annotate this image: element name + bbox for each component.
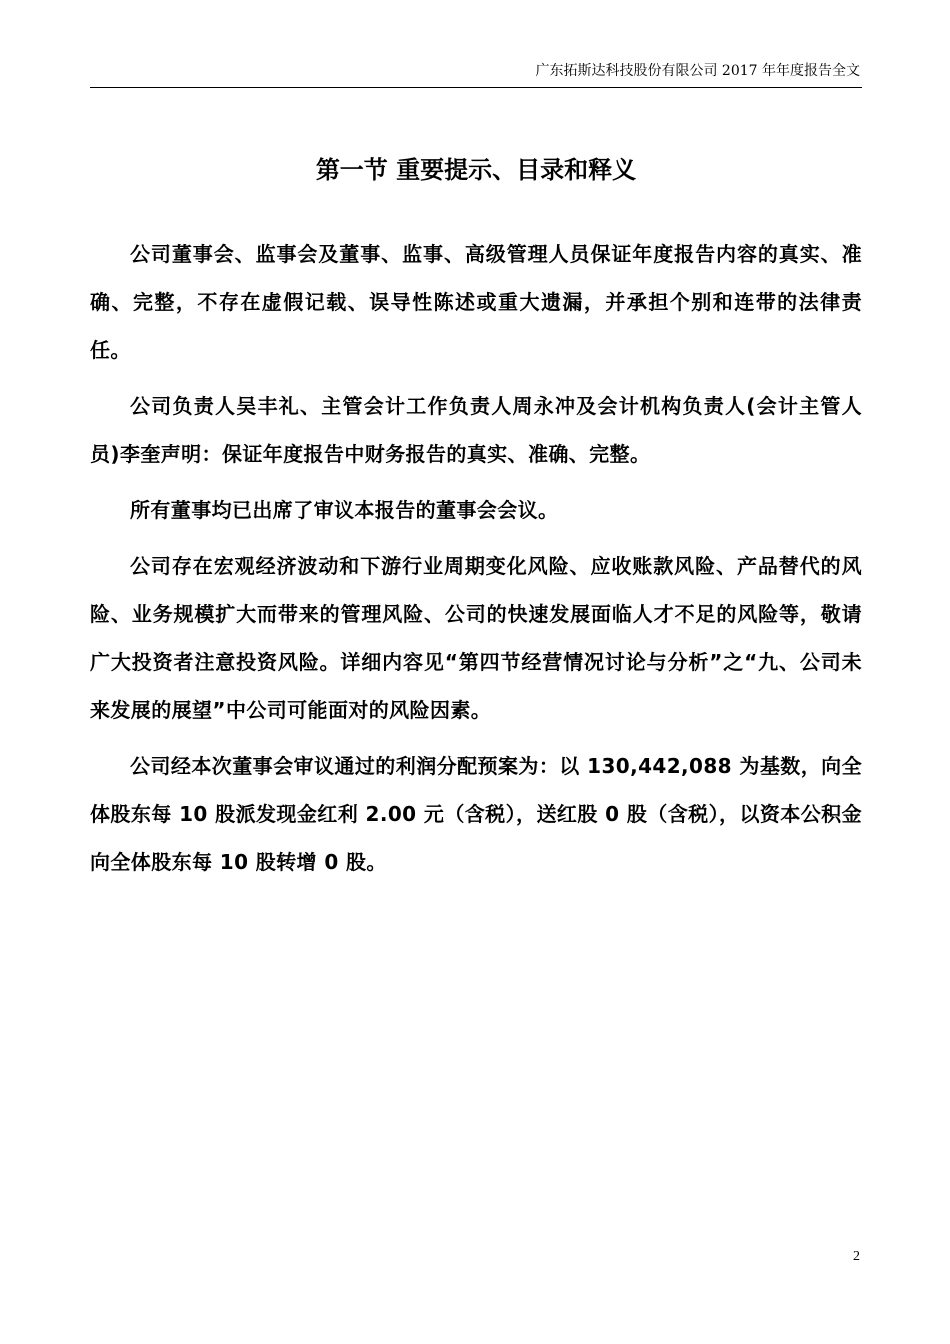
paragraph-financial-statement-declaration: 公司负责人吴丰礼、主管会计工作负责人周永冲及会计机构负责人(会计主管人员)李奎声明：保证年度报告中财务报告的真实、准确、完整。	[90, 394, 862, 466]
body-text	[90, 230, 862, 894]
page-number: 2	[853, 1249, 860, 1264]
paragraph-risk-factors: 公司存在宏观经济波动和下游行业周期变化风险、应收账款风险、产品替代的风险、业务规模扩大而带来的管理风险、公司的快速发展面临人才不足的风险等，敬请广大投资者注意投资风险。详细内容见“第四节经营情况讨论与分析”之“九、公司未来发展的展望”中公司可能面对的风险因素。	[90, 554, 862, 722]
paragraph-profit-distribution: 公司经本次董事会审议通过的利润分配预案为：以 130,442,088 为基数，向全体股东每 10 股派发现金红利 2.00 元（含税），送红股 0 股（含税），以资本公积金向全体股东每 10 股转增 0 股。	[90, 754, 862, 874]
running-header: 广东拓斯达科技股份有限公司 2017 年年度报告全文	[535, 63, 860, 79]
paragraph-responsibility-statement: 公司董事会、监事会及董事、监事、高级管理人员保证年度报告内容的真实、准确、完整，不存在虚假记载、误导性陈述或重大遗漏，并承担个别和连带的法律责任。	[90, 242, 862, 362]
header-rule	[90, 87, 862, 88]
paragraph-board-attendance: 所有董事均已出席了审议本报告的董事会会议。	[130, 498, 559, 522]
section-title: 第一节 重要提示、目录和释义	[315, 156, 637, 184]
